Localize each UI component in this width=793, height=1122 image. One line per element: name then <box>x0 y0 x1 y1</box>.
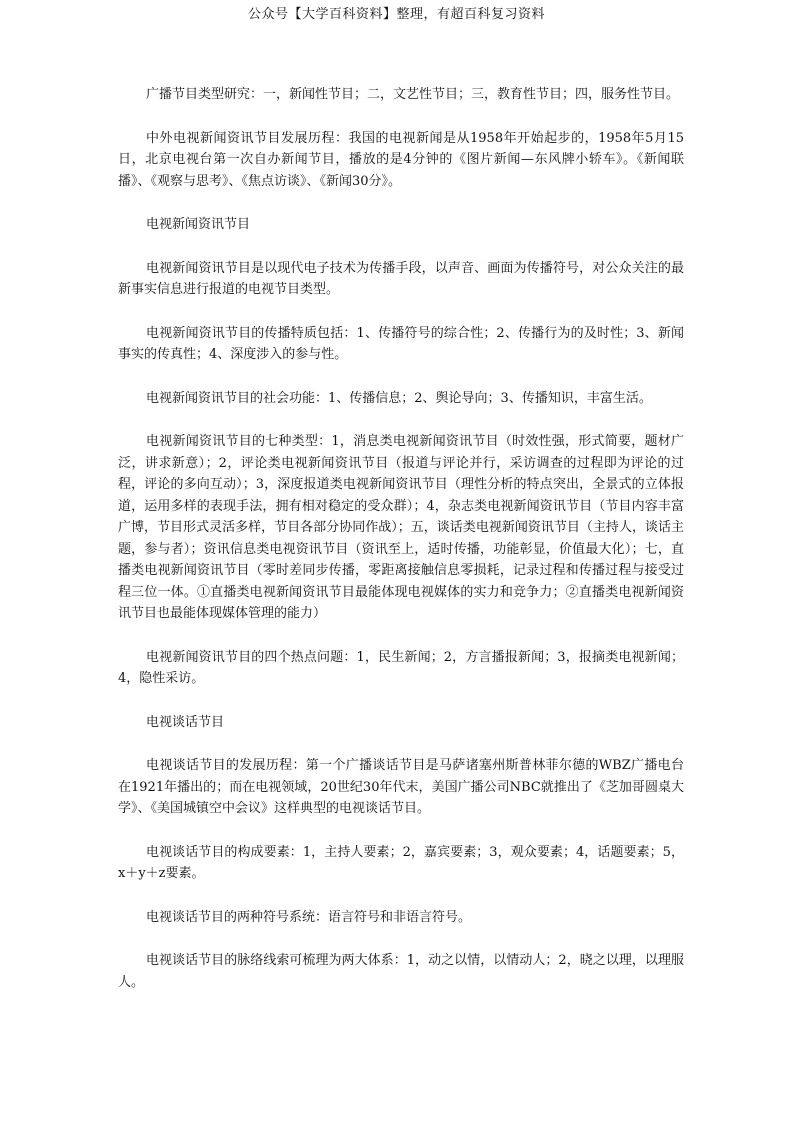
paragraph-tv-news-definition: 电视新闻资讯节目是以现代电子技术为传播手段，以声音、画面为传播符号，对公众关注的最新事实信息进行报道的电视节目类型。 <box>118 260 684 297</box>
page-header: 公众号【大学百科资料】整理，有超百科复习资料 <box>247 7 545 22</box>
paragraph-talk-show-threads: 电视谈话节目的脉络线索可梳理为两大体系：1，动之以情，以情动人；2，晓之以理，以理服人。 <box>118 953 684 990</box>
paragraph-talk-show-symbol-systems: 电视谈话节目的两种符号系统：语言符号和非语言符号。 <box>146 909 472 925</box>
paragraph-tv-news-hot-issues: 电视新闻资讯节目的四个热点问题：1，民生新闻；2，方言播报新闻；3，报摘类电视新闻；4，隐性采访。 <box>118 649 684 686</box>
paragraph-tv-news-history: 中外电视新闻资讯节目发展历程：我国的电视新闻是从1958年开始起步的，1958年5月15日，北京电视台第一次自办新闻节目，播放的是4分钟的《图片新闻—东风牌小轿车》。《新闻联播》、《观察与思考》、《焦点访谈》、《新闻30分》。 <box>118 130 684 189</box>
paragraph-radio-program-types: 广播节目类型研究：一，新闻性节目；二，文艺性节目；三，教育性节目；四，服务性节目。 <box>146 87 680 102</box>
paragraph-tv-news-functions: 电视新闻资讯节目的社会功能：1、传播信息；2、舆论导向；3、传播知识，丰富生活。 <box>146 390 652 406</box>
paragraph-talk-show-elements: 电视谈话节目的构成要素：1，主持人要素；2，嘉宾要素；3，观众要素；4，话题要素；5，x＋y＋z要素。 <box>118 844 684 881</box>
section-heading-tv-news: 电视新闻资讯节目 <box>146 217 251 232</box>
section-heading-tv-talk-show: 电视谈话节目 <box>146 714 225 730</box>
document-body <box>118 84 684 1015</box>
paragraph-tv-news-traits: 电视新闻资讯节目的传播特质包括：1、传播符号的综合性；2、传播行为的及时性；3、新闻事实的传真性；4、深度涉入的参与性。 <box>118 325 684 362</box>
paragraph-talk-show-history: 电视谈话节目的发展历程：第一个广播谈话节目是马萨诸塞州斯普林菲尔德的WBZ广播电台在1921年播出的；而在电视领域，20世纪30年代末，美国广播公司NBC就推出了《芝加哥圆桌大学》、《美国城镇空中会议》这样典型的电视谈话节目。 <box>118 758 684 816</box>
paragraph-tv-news-seven-types: 电视新闻资讯节目的七种类型：1，消息类电视新闻资讯节目（时效性强，形式简要，题材广泛，讲求新意）；2，评论类电视新闻资讯节目（报道与评论并行，采访调查的过程即为评论的过程，评论的多向互动）；3，深度报道类电视新闻资讯节目（理性分析的特点突出，全景式的立体报道，运用多样的表现手法，拥有相对稳定的受众群）；4，杂志类电视新闻资讯节目（节目内容丰富广博，节目形式灵活多样，节目各部分协同作战）；五，谈话类电视新闻资讯节目（主持人，谈话主题，参与者）；资讯信息类电视资讯节目（资讯至上，适时传播，功能彰显，价值最大化）；七，直播类电视新闻资讯节目（零时差同步传播，零距离接触信息零损耗，记录过程和传播过程与接受过程三位一体。①直播类电视新闻资讯节目最能体现电视媒体的实力和竞争力；②直播类电视新闻资讯节目也最能体现媒体管理的能力） <box>118 434 684 621</box>
